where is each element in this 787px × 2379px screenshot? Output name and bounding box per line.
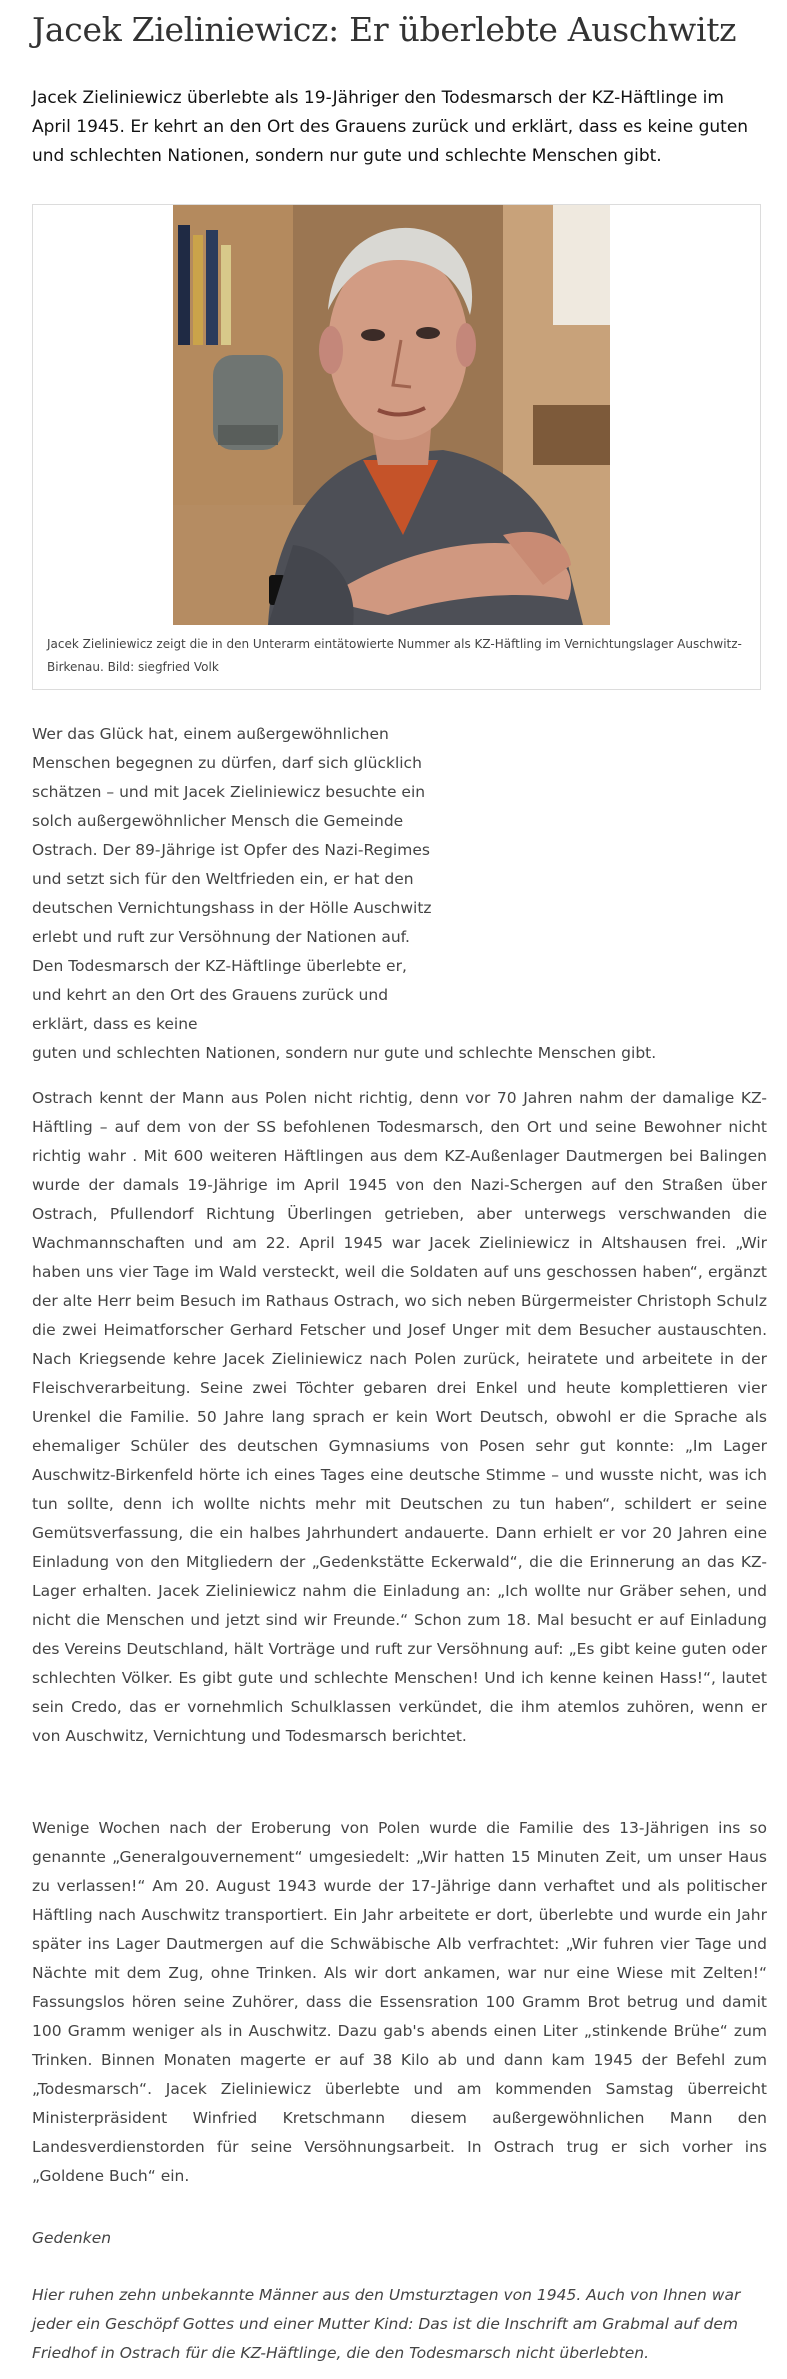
article-figure (32, 204, 761, 690)
paragraph-intro-end: guten und schlechten Nationen, sondern nur gute und schlechte Menschen gibt. (32, 1044, 657, 1062)
paragraph-intro (32, 720, 657, 1068)
article-lead: Jacek Zieliniewicz überlebte als 19-Jähriger den Todesmarsch der KZ-Häftlinge im April 1945. Er kehrt an den Ort des Grauens zurück und erklärt, dass es keine guten und schlechten Nationen, sondern nur gute und schlechte Menschen gibt. (32, 88, 749, 166)
article-title: Jacek Zieliniewicz: Er überlebte Auschwitz (32, 10, 737, 49)
subheading-gedenken: Gedenken (32, 2229, 112, 2247)
image-caption: Jacek Zieliniewicz zeigt die in den Unterarm eintätowierte Nummer als KZ-Häftling im Vernichtungslager Auschwitz-Birkenau. Bild: siegfried Volk (47, 637, 742, 674)
paragraph-intro-text: Wer das Glück hat, einem außergewöhnlichen Menschen begegnen zu dürfen, darf sich glücklich schätzen – und mit Jacek Zieliniewicz besuchte ein solch außergewöhnlicher Mensch die Gemeinde Ostrach. Der 89-Jährige ist Opfer des Nazi-Regimes und setzt sich für den Weltfrieden ein, er hat den deutschen Vernichtungshass in der Hölle Auschwitz erlebt und ruft zur Versöhnung der Nationen auf. Den Todesmarsch der KZ-Häftlinge überlebte er, und kehrt an den Ort des Grauens zurück und erklärt, dass es keine (32, 725, 432, 1033)
paragraph-ostrach: Ostrach kennt der Mann aus Polen nicht richtig, denn vor 70 Jahren nahm der damalige KZ-Häftling – auf dem von der SS befohlenen Todesmarsch, den Ort und seine Bewohner nicht richtig wahr . Mit 600 weiteren Häftlingen aus dem KZ-Außenlager Dautmergen bei Balingen wurde der damals 19-Jährige im April 1945 von den Nazi-Schergen auf den Straßen über Ostrach, Pfullendorf Richtung Überlingen getrieben, aber unterwegs verschwanden die Wachmannschaften und am 22. April 1945 war Jacek Zieliniewicz in Altshausen frei. „Wir haben uns vier Tage im Wald versteckt, weil die Soldaten auf uns geschossen haben“, ergänzt der alte Herr beim Besuch im Rathaus Ostrach, wo sich neben Bürgermeister Christoph Schulz die zwei Heimatforscher Gerhard Fetscher und Josef Unger mit dem Besucher austauschten. Nach Kriegsende kehre Jacek Zieliniewicz nach Polen zurück, heiratete und arbeitete in der Fleischverarbeitung. Seine zwei Töchter gebaren drei Enkel und heute komplettieren vier Urenkel die Familie. 50 Jahre lang sprach er kein Wort Deutsch, obwohl er die Sprache als ehemaliger Schüler des deutschen Gymnasiums von Posen sehr gut konnte: „Im Lager Auschwitz-Birkenfeld hörte ich eines Tages eine deutsche Stimme – und wusste nicht, was ich tun sollte, denn ich wollte nichts mehr mit Deutschen zu tun haben“, schildert er seine Gemütsverfassung, die ein halbes Jahrhundert andauerte. Dann erhielt er vor 20 Jahren eine Einladung von den Mitgliedern der „Gedenkstätte Eckerwald“, die die Erinnerung an das KZ-Lager erhalten. Jacek Zieliniewicz nahm die Einladung an: „Ich wollte nur Gräber sehen, und nicht die Menschen und jetzt sind wir Freunde.“ Schon zum 18. Mal besucht er auf Einladung des Vereins Deutschland, hält Vorträge und ruft zur Versöhnung auf: „Es gibt keine guten oder schlechten Völker. Es gibt gute und schlechte Menschen! Und ich kenne keinen Hass!“, lautet sein Credo, das er vornehmlich Schulklassen verkündet, die ihm atemlos zuhören, wenn er von Auschwitz, Vernichtung und Todesmarsch berichtet. (32, 1089, 767, 1745)
paragraph-memorial: Hier ruhen zehn unbekannte Männer aus den Umsturztagen von 1945. Auch von Ihnen war jeder ein Geschöpf Gottes und einer Mutter Kind: Das ist die Inschrift am Grabmal auf dem Friedhof in Ostrach für die KZ-Häftlinge, die den Todesmarsch nicht überlebten. (32, 2286, 741, 2362)
portrait-image (173, 205, 610, 625)
paragraph-history: Wenige Wochen nach der Eroberung von Polen wurde die Familie des 13-Jährigen ins so genannte „Generalgouvernement“ umgesiedelt: „Wir hatten 15 Minuten Zeit, um unser Haus zu verlassen!“ Am 20. August 1943 wurde der 17-Jährige dann verhaftet und als politischer Häftling nach Auschwitz transportiert. Ein Jahr arbeitete er dort, überlebte und wurde ein Jahr später ins Lager Dautmergen auf die Schwäbische Alb verfrachtet: „Wir fuhren vier Tage und Nächte mit dem Zug, ohne Trinken. Als wir dort ankamen, war nur eine Wiese mit Zelten!“ Fassungslos hören seine Zuhörer, dass die Essensration 100 Gramm Brot betrug und damit 100 Gramm weniger als in Auschwitz. Dazu gab's abends einen Liter „stinkende Brühe“ zum Trinken. Binnen Monaten magerte er auf 38 Kilo ab und dann kam 1945 der Befehl zum „Todesmarsch“. Jacek Zieliniewicz überlebte und am kommenden Samstag überreicht Ministerpräsident Winfried Kretschmann diesem außergewöhnlichen Mann den Landesverdienstorden für seine Versöhnungsarbeit. In Ostrach trug er sich vorher ins „Goldene Buch“ ein. (32, 1819, 767, 2185)
portrait-photo (173, 205, 610, 625)
